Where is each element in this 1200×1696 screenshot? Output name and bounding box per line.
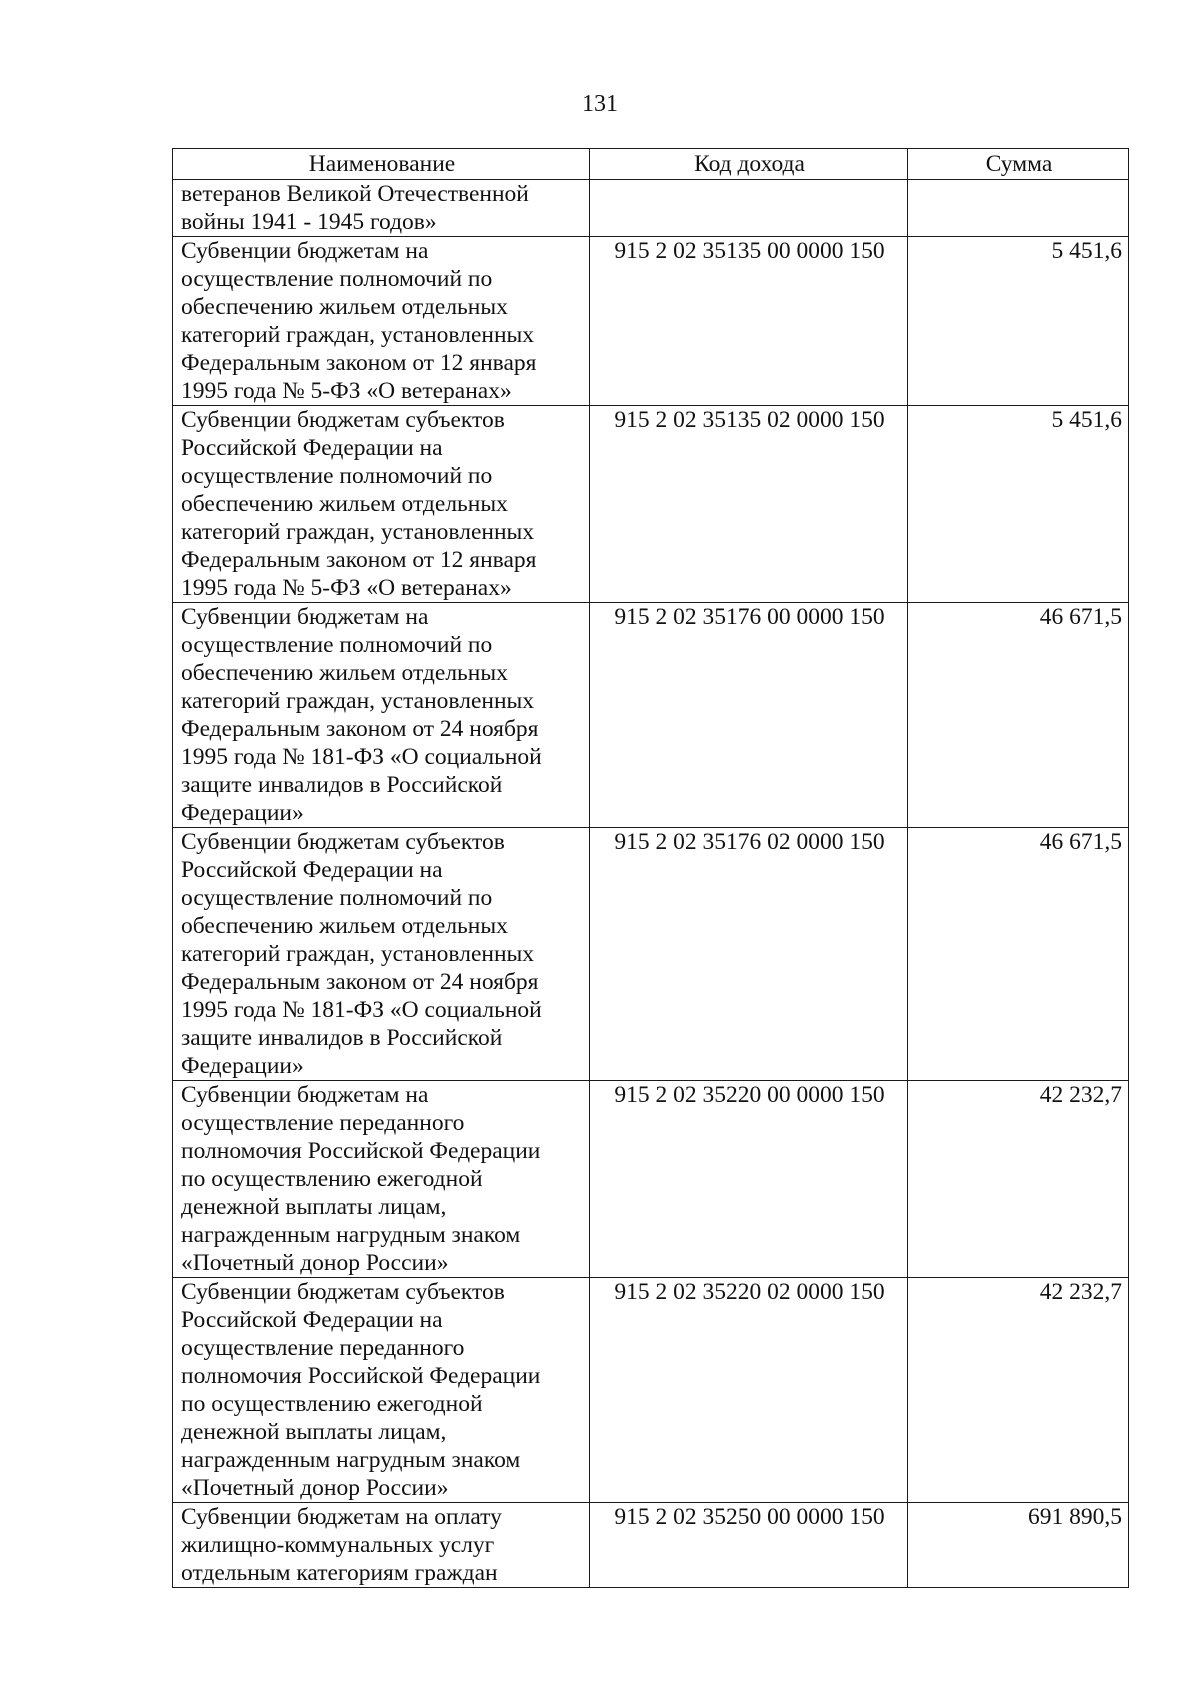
cell-sum: 691 890,5 xyxy=(908,1503,1129,1588)
cell-name: Субвенции бюджетам на осуществление полномочий по обеспечению жильем отдельных категорий граждан, установленных Федеральным законом от 24 ноября 1995 года № 181-ФЗ «О социальной защите инвалидов в Российской Федерации» xyxy=(173,603,590,828)
header-row xyxy=(173,149,1129,180)
cell-sum: 42 232,7 xyxy=(908,1278,1129,1503)
table-row xyxy=(173,828,1129,1081)
cell-code: 915 2 02 35220 00 0000 150 xyxy=(590,1081,908,1278)
table-header xyxy=(173,149,1129,180)
revenue-table xyxy=(172,148,1129,1588)
cell-code: 915 2 02 35250 00 0000 150 xyxy=(590,1503,908,1588)
table-body xyxy=(173,180,1129,1588)
table-row xyxy=(173,1503,1129,1588)
cell-code: 915 2 02 35135 02 0000 150 xyxy=(590,406,908,603)
table-row xyxy=(173,406,1129,603)
cell-code: 915 2 02 35135 00 0000 150 xyxy=(590,237,908,406)
cell-code: 915 2 02 35176 00 0000 150 xyxy=(590,603,908,828)
cell-sum: 5 451,6 xyxy=(908,406,1129,603)
cell-sum: 5 451,6 xyxy=(908,237,1129,406)
column-header-name: Наименование xyxy=(173,149,590,180)
cell-name: Субвенции бюджетам на осуществление полномочий по обеспечению жильем отдельных категорий граждан, установленных Федеральным законом от 12 января 1995 года № 5-ФЗ «О ветеранах» xyxy=(173,237,590,406)
cell-name: Субвенции бюджетам субъектов Российской Федерации на осуществление полномочий по обеспечению жильем отдельных категорий граждан, установленных Федеральным законом от 12 января 1995 года № 5-ФЗ «О ветеранах» xyxy=(173,406,590,603)
table-row xyxy=(173,603,1129,828)
cell-sum: 46 671,5 xyxy=(908,603,1129,828)
column-header-code: Код дохода xyxy=(590,149,908,180)
cell-name: ветеранов Великой Отечественной войны 1941 - 1945 годов» xyxy=(173,180,590,237)
table-row xyxy=(173,1081,1129,1278)
cell-name: Субвенции бюджетам на оплату жилищно-коммунальных услуг отдельным категориям граждан xyxy=(173,1503,590,1588)
table-row xyxy=(173,180,1129,237)
cell-sum: 42 232,7 xyxy=(908,1081,1129,1278)
page-number: 131 xyxy=(582,91,618,117)
cell-sum xyxy=(908,180,1129,237)
cell-name: Субвенции бюджетам субъектов Российской Федерации на осуществление полномочий по обеспечению жильем отдельных категорий граждан, установленных Федеральным законом от 24 ноября 1995 года № 181-ФЗ «О социальной защите инвалидов в Российской Федерации» xyxy=(173,828,590,1081)
cell-name: Субвенции бюджетам на осуществление переданного полномочия Российской Федерации по осуществлению ежегодной денежной выплаты лицам, награжденным нагрудным знаком «Почетный донор России» xyxy=(173,1081,590,1278)
table-row xyxy=(173,1278,1129,1503)
cell-sum: 46 671,5 xyxy=(908,828,1129,1081)
table-row xyxy=(173,237,1129,406)
cell-code: 915 2 02 35220 02 0000 150 xyxy=(590,1278,908,1503)
cell-code xyxy=(590,180,908,237)
cell-code: 915 2 02 35176 02 0000 150 xyxy=(590,828,908,1081)
cell-name: Субвенции бюджетам субъектов Российской Федерации на осуществление переданного полномочия Российской Федерации по осуществлению ежегодной денежной выплаты лицам, награжденным нагрудным знаком «Почетный донор России» xyxy=(173,1278,590,1503)
column-header-sum: Сумма xyxy=(908,149,1129,180)
